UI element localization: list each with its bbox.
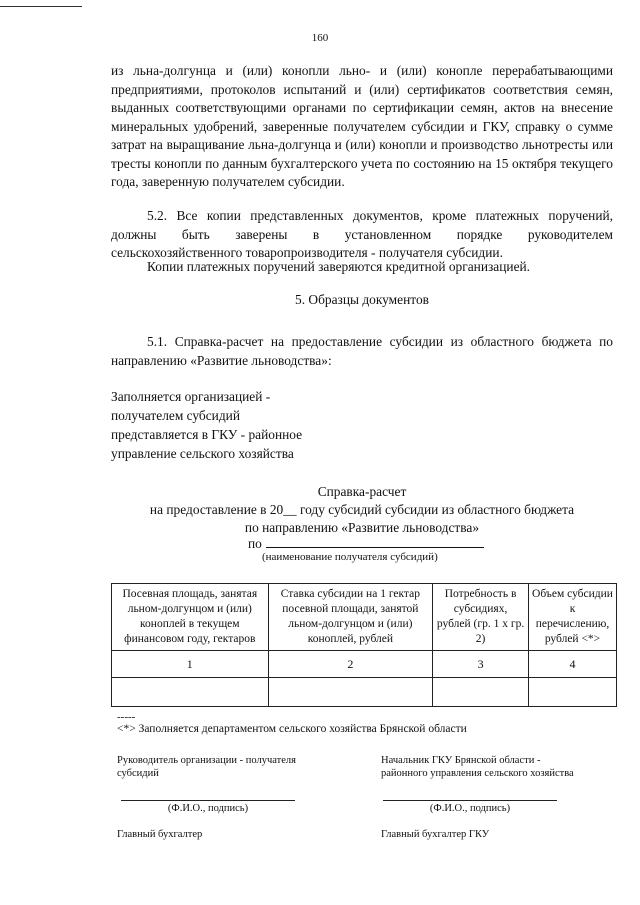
note-line: Заполняется организацией - <box>111 389 271 404</box>
signature-left-title: Руководитель организации - получателя субсидий <box>117 755 296 779</box>
paragraph-documents-list: из льна-долгунца и (или) конопли льно- и (или) конопле перерабатывающими предприятиями, протоколов испытаний и (или) сертификатов соответствия семян, выданных соответствующими органами по сертификации семян, актов на внесение минеральных удобрений, заверенные получателем субсидии и ГКУ, справку о сумме затрат на выращивание льна-долгунца и (или) конопли и производство льнотресты или тресты конопли по данным бухгалтерского учета по состоянию на 15 октября текущего года, заверенную получателем субсидии. <box>111 63 613 189</box>
table-cell: 3 <box>433 651 529 678</box>
po-label: по <box>248 536 262 551</box>
recipient-line <box>248 535 484 552</box>
table-number-row <box>112 651 617 678</box>
table-cell: 2 <box>268 651 433 678</box>
table-cell <box>529 678 617 707</box>
table-header-row <box>112 584 617 651</box>
calc-table <box>111 583 617 707</box>
signature-right-title: Начальник ГКУ Брянской области - районного управления сельского хозяйства <box>381 755 574 779</box>
form-subtitle-line2: по направлению «Развитие льноводства» <box>244 520 480 535</box>
form-title: Справка-расчет <box>317 484 407 499</box>
footnote-text: <*> Заполняется департаментом сельского хозяйства Брянской области <box>117 723 467 735</box>
table-row <box>112 678 617 707</box>
table-header-cell: Ставка субсидии на 1 гектар посевной площади, занятой льном-долгунцом и (или) коноплей, рублей <box>268 584 433 651</box>
note-line: получателем субсидий <box>111 408 240 423</box>
signature-right-caption: (Ф.И.О., подпись) <box>429 803 511 814</box>
page-number: 160 <box>311 32 329 44</box>
note-line: представляется в ГКУ - районное <box>111 427 303 442</box>
paragraph-payment-orders: Копии платежных поручений заверяются кредитной организацией. <box>147 259 531 274</box>
table-cell <box>433 678 529 707</box>
paragraph-5-2: 5.2. Все копии представленных документов, кроме платежных поручений, должны быть заверены в установленном порядке руководителем сельскохозяйственного товаропроизводителя - получателя субсидии. <box>111 208 613 260</box>
signature-left-caption: (Ф.И.О., подпись) <box>167 803 249 814</box>
note-block <box>111 387 302 463</box>
table-cell <box>268 678 433 707</box>
table-header-cell: Посевная площадь, занятая льном-долгунцом и (или) коноплей в текущем финансовом году, гектаров <box>112 584 269 651</box>
note-line: управление сельского хозяйства <box>111 446 294 461</box>
recipient-blank <box>266 535 484 548</box>
signature-left-accountant: Главный бухгалтер <box>117 829 203 840</box>
recipient-hint: (наименование получателя субсидий) <box>262 551 438 563</box>
section-title: 5. Образцы документов <box>295 292 429 307</box>
footnote-separator: ----- <box>117 711 136 723</box>
table-cell: 4 <box>529 651 617 678</box>
table-cell <box>112 678 269 707</box>
signature-right-accountant: Главный бухгалтер ГКУ <box>381 829 490 840</box>
form-subtitle-line1: на предоставление в 20__ году субсидий субсидии из областного бюджета <box>149 502 575 517</box>
table-cell: 1 <box>112 651 269 678</box>
table-header-cell: Объем субсидии к перечислению, рублей <*> <box>529 584 617 651</box>
signature-right-line <box>383 800 557 801</box>
table-header-cell: Потребность в субсидиях, рублей (гр. 1 х гр. 2) <box>433 584 529 651</box>
item-5-1: 5.1. Справка-расчет на предоставление субсидии из областного бюджета по направлению «Развитие льноводства»: <box>111 334 613 368</box>
signature-left-line <box>121 800 295 801</box>
top-rule <box>0 6 82 7</box>
